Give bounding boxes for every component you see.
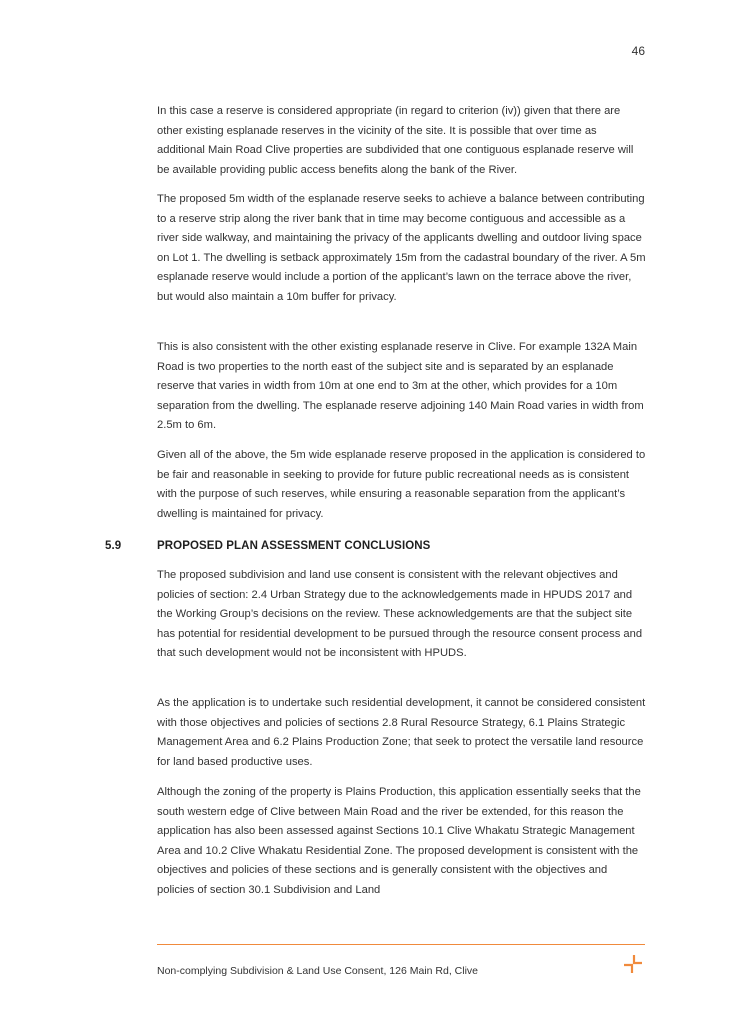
body-paragraph-2: The proposed 5m width of the esplanade reserve seeks to achieve a balance between contributing to a reserve strip along the river bank that in time may become contiguous and accessible as a river side walkway, and maintaining the privacy of the applicants dwelling and outdoor living space on Lot 1. The dwelling is setback approximately 15m from the cadastral boundary of the river. A 5m esplanade reserve would include a portion of the applicant’s lawn on the terrace above the river, but would also maintain a 10m buffer for privacy. [157, 193, 646, 303]
page-number: 46 [631, 44, 645, 58]
corner-brackets-logo-icon [624, 955, 642, 973]
section-paragraph-1: The proposed subdivision and land use consent is consistent with the relevant objectives and policies of section: 2.4 Urban Strategy due to the acknowledgements made in HPUDS 2017 and the Working Group’s decisions on the review. These acknowledgements are that the subject site has potential for residential development to be pursued through the resource consent process and that such development would not be inconsistent with HPUDS. [157, 569, 643, 660]
section-paragraph-2: As the application is to undertake such residential development, it cannot be considered consistent with those objectives and policies of sections 2.8 Rural Resource Strategy, 6.1 Plains Strategic Management Area and 6.2 Plains Production Zone; that seek to protect the versatile land resource for land based productive uses. [157, 697, 646, 768]
section-heading [105, 540, 645, 552]
section-number: 5.9 [105, 540, 122, 552]
body-paragraph-3: This is also consistent with the other existing esplanade reserve in Clive. For example 132A Main Road is two properties to the north east of the subject site and is separated by an esplanade reserve that varies in width from 10m at one end to 3m at the other, which provides for a 10m separation from the dwelling. The esplanade reserve adjoining 140 Main Road varies in width from 2.5m to 6m. [157, 341, 644, 432]
footer-document-title: Non-complying Subdivision & Land Use Consent, 126 Main Rd, Clive [157, 965, 478, 977]
body-paragraph-1: In this case a reserve is considered appropriate (in regard to criterion (iv)) given that there are other existing esplanade reserves in the vicinity of the site. It is possible that over time as additional Main Road Clive properties are subdivided that one contiguous esplanade reserve will be available providing public access benefits along the bank of the River. [157, 105, 634, 176]
section-paragraph-3: Although the zoning of the property is Plains Production, this application essentially seeks that the south western edge of Clive between Main Road and the river be extended, for this reason the application has also been assessed against Sections 10.1 Clive Whakatu Strategic Management Area and 10.2 Clive Whakatu Residential Zone. The proposed development is consistent with the objectives and policies of these sections and is generally consistent with the objectives and policies of section 30.1 Subdivision and Land [157, 786, 641, 896]
body-paragraph-4: Given all of the above, the 5m wide esplanade reserve proposed in the application is considered to be fair and reasonable in seeking to provide for future public recreational needs as is consistent with the purpose of such reserves, while ensuring a reasonable separation from the applicant’s dwelling is maintained for privacy. [157, 449, 646, 520]
footer-divider [157, 944, 645, 945]
section-title: PROPOSED PLAN ASSESSMENT CONCLUSIONS [157, 540, 431, 552]
